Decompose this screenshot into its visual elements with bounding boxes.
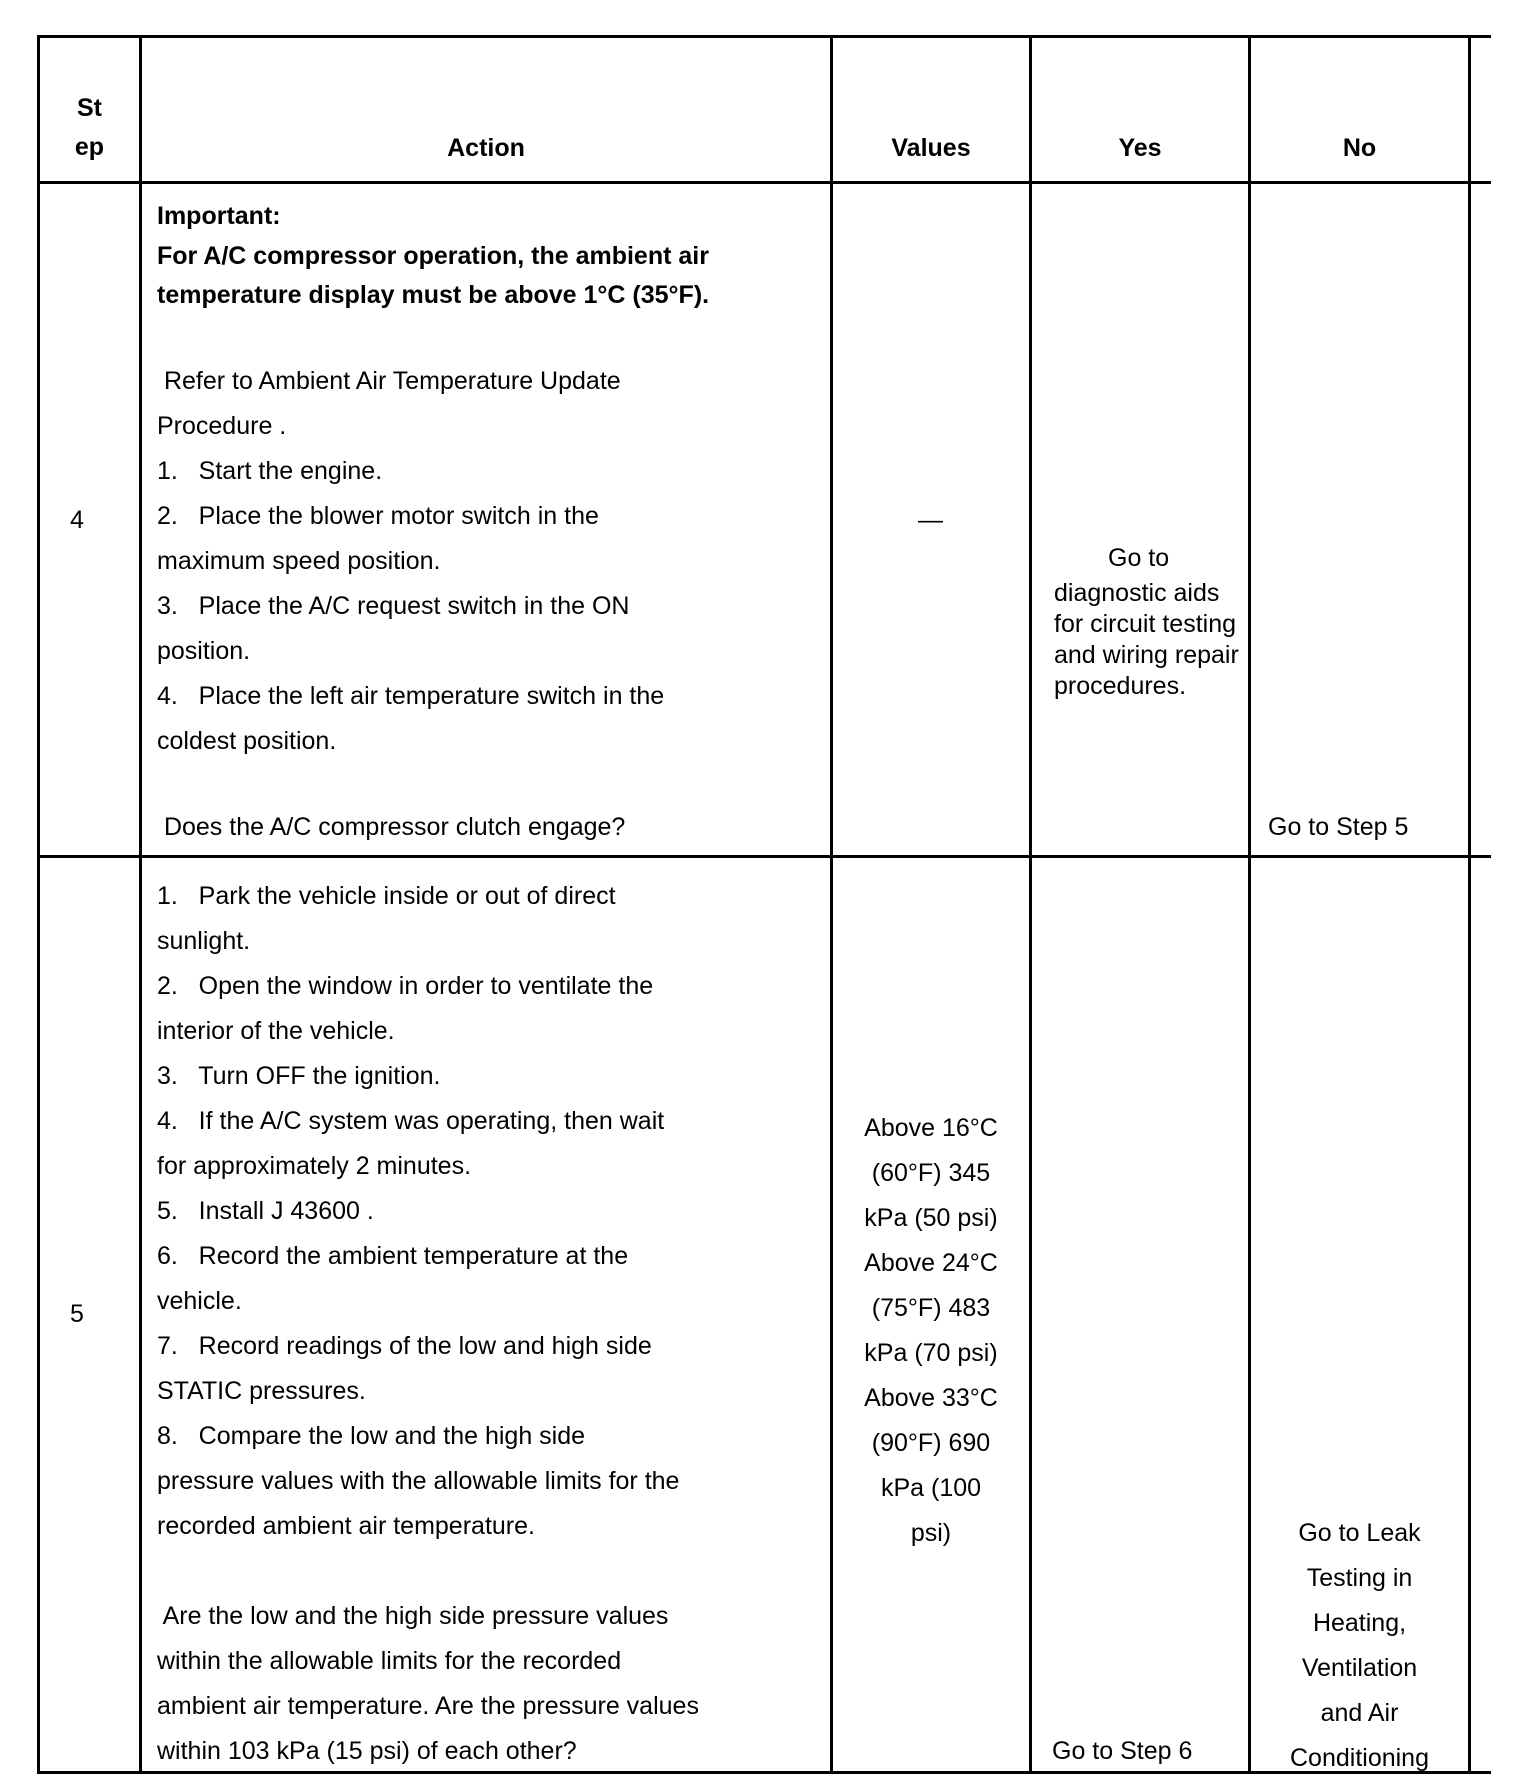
yes-go-to: Go to — [1108, 544, 1170, 572]
table-border-top — [37, 35, 1491, 38]
action-line: 1. Start the engine. — [157, 457, 383, 485]
action-line: Procedure . — [157, 412, 287, 440]
action-line: 2. Place the blower motor switch in the — [157, 502, 599, 530]
action-line: vehicle. — [157, 1287, 242, 1315]
no-leak-testing-link[interactable]: Go to Leak Testing in Heating, Ventilation and Air Conditioning — [1290, 1519, 1429, 1772]
step-number: 4 — [70, 506, 84, 534]
yes-diagnostic-link[interactable]: diagnostic aids for circuit testing and wiring repair procedures. — [1054, 579, 1239, 700]
action-line: interior of the vehicle. — [157, 1017, 395, 1045]
row-divider — [37, 855, 1491, 858]
question: within the allowable limits for the recorded — [157, 1647, 622, 1675]
action-line: 5. Install J 43600 . — [157, 1197, 374, 1225]
action-line: 2. Open the window in order to ventilate the — [157, 972, 654, 1000]
action-line: recorded ambient air temperature. — [157, 1512, 535, 1540]
question: Are the low and the high side pressure values — [157, 1602, 669, 1630]
step-number: 5 — [70, 1300, 84, 1328]
action-line: 3. Place the A/C request switch in the ON — [157, 592, 630, 620]
important-note: temperature display must be above 1°C (35°F). — [157, 281, 710, 309]
action-line: for approximately 2 minutes. — [157, 1152, 472, 1180]
action-line: 8. Compare the low and the high side — [157, 1422, 586, 1450]
action-line: 1. Park the vehicle inside or out of direct — [157, 882, 616, 910]
header-yes: Yes — [1118, 134, 1162, 162]
no-go-to-step[interactable]: Go to Step 5 — [1268, 813, 1409, 841]
pressure-values: Above 16°C (60°F) 345 kPa (50 psi) Above 24°C (75°F) 483 kPa (70 psi) Above 33°C (90°F) 690 kPa (100 psi) — [864, 1114, 998, 1547]
action-line: 4. If the A/C system was operating, then wait — [157, 1107, 665, 1135]
action-line: 7. Record readings of the low and high side — [157, 1332, 652, 1360]
table-border-right — [1468, 35, 1471, 1774]
question: ambient air temperature. Are the pressure values — [157, 1692, 699, 1720]
action-line: coldest position. — [157, 727, 337, 755]
action-line: sunlight. — [157, 927, 251, 955]
header-divider — [37, 181, 1491, 184]
table-border-left — [37, 35, 40, 1774]
header-step: St ep — [74, 94, 105, 161]
action-line: 6. Record the ambient temperature at the — [157, 1242, 629, 1270]
header-action: Action — [447, 134, 525, 162]
values-dash: — — [918, 506, 943, 534]
action-line: Refer to Ambient Air Temperature Update — [157, 367, 621, 395]
action-line: position. — [157, 637, 251, 665]
header-values: Values — [891, 134, 971, 162]
column-divider-step — [139, 35, 142, 1774]
action-line: STATIC pressures. — [157, 1377, 366, 1405]
yes-go-to-step[interactable]: Go to Step 6 — [1052, 1737, 1193, 1765]
question: within 103 kPa (15 psi) of each other? — [157, 1737, 577, 1765]
action-line: 3. Turn OFF the ignition. — [157, 1062, 441, 1090]
action-line: pressure values with the allowable limits for the — [157, 1467, 680, 1495]
action-line: 4. Place the left air temperature switch in the — [157, 682, 665, 710]
action-line: maximum speed position. — [157, 547, 441, 575]
header-no: No — [1342, 134, 1377, 162]
important-note: For A/C compressor operation, the ambient air — [157, 242, 709, 270]
column-divider-values — [1029, 35, 1032, 1774]
question: Does the A/C compressor clutch engage? — [157, 813, 626, 841]
important-label: Important: — [157, 202, 281, 230]
